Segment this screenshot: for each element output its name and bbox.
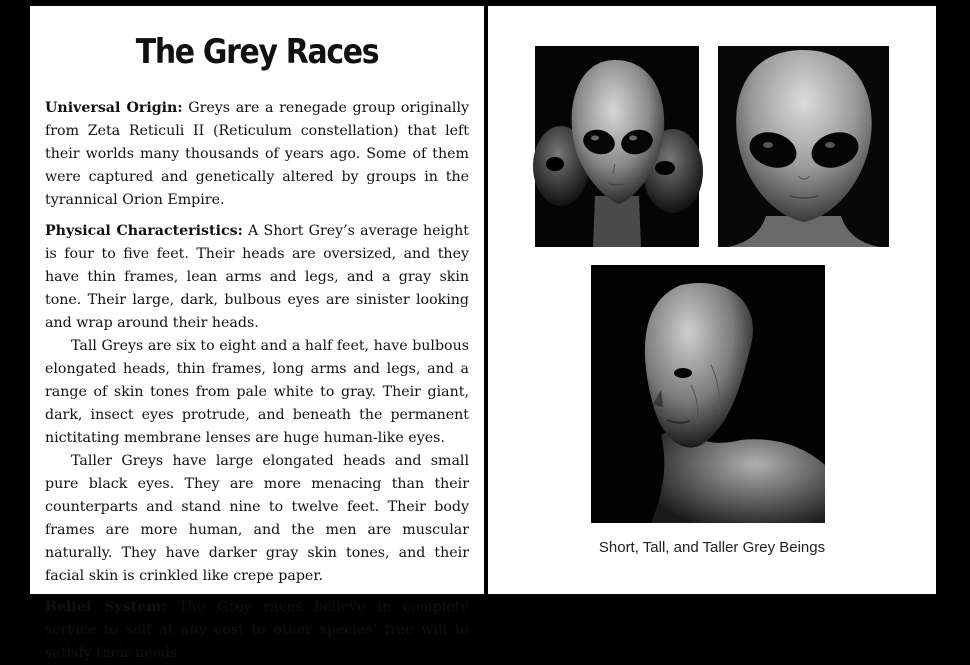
short-grey-photo: [535, 46, 699, 247]
lead-physical-characteristics: Physical Characteristics:: [45, 223, 243, 239]
lead-belief-system: Belief System:: [45, 599, 167, 615]
paragraph-universal-origin: [45, 97, 469, 212]
paragraph-tall-greys: Tall Greys are six to eight and a half feet, have bulbous elongated heads, thin frames, long arms and legs, and a range of skin tones from pale white to gray. Their giant, dark, insect eyes protrude, and beneath the permanent nictitating membrane lenses are huge human-like eyes.: [45, 338, 469, 446]
paragraph-taller-greys: Taller Greys have large elongated heads and small pure black eyes. They are more menacing than their counterparts and stand nine to twelve feet. Their body frames are more human, and the men are muscular naturally. They have darker gray skin tones, and their facial skin is crinkled like crepe paper.: [45, 453, 469, 584]
right-page: [488, 6, 936, 594]
text-belief-system: The Grey races believe in complete service to self at any cost to other species’ free will to satisfy their needs.: [45, 599, 469, 661]
taller-grey-illustration: [591, 265, 825, 523]
short-grey-illustration: [535, 46, 699, 247]
text-universal-origin: Greys are a renegade group originally from Zeta Reticuli II (Reticulum constellation) that left their worlds many thousands of years ago. Some of them were captured and genetically altered by groups in the tyrannical Orion Empire.: [45, 100, 469, 208]
body-text: [45, 97, 469, 665]
lead-universal-origin: Universal Origin:: [45, 100, 183, 116]
taller-grey-photo: [591, 265, 825, 523]
page-title: The Grey Races: [135, 32, 379, 72]
text-physical-characteristics: A Short Grey’s average height is four to five feet. Their heads are oversized, and they have thin frames, lean arms and legs, and a gray skin tone. Their large, dark, bulbous eyes are sinister looking and wrap around their heads.: [45, 223, 469, 331]
tall-grey-illustration: [718, 46, 889, 247]
paragraph-physical-characteristics: [45, 220, 469, 335]
left-page: [30, 6, 484, 661]
tall-grey-photo: [718, 46, 889, 247]
image-caption: Short, Tall, and Taller Grey Beings: [598, 539, 826, 556]
paragraph-belief-system: [45, 596, 469, 665]
